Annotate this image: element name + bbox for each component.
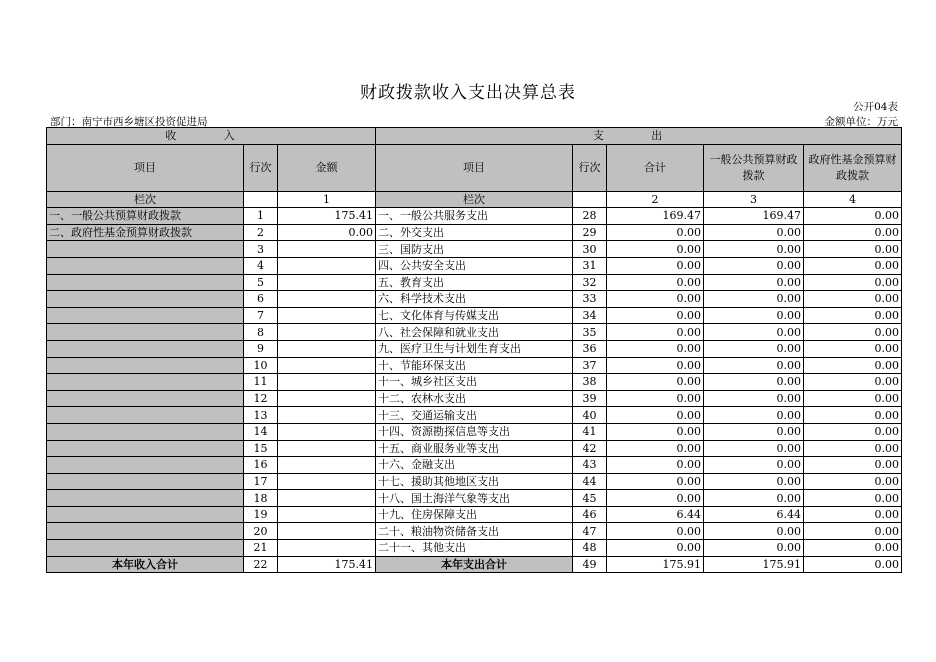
expense-row-no-cell: 43 xyxy=(573,457,607,474)
expense-total-cell: 0.00 xyxy=(607,340,704,357)
expense-item-cell: 十九、住房保障支出 xyxy=(376,506,573,523)
expense-item-cell: 十八、国土海洋气象等支出 xyxy=(376,490,573,507)
expense-item-cell: 十六、金融支出 xyxy=(376,457,573,474)
table-row xyxy=(47,423,902,440)
expense-row-no-cell: 46 xyxy=(573,506,607,523)
header-fund-budget: 政府性基金预算财政拨款 xyxy=(804,144,902,191)
expense-fund-cell: 0.00 xyxy=(804,257,902,274)
income-row-no-cell: 7 xyxy=(244,307,278,324)
expense-row-no-cell: 32 xyxy=(573,274,607,291)
income-amount-cell xyxy=(278,540,376,557)
table-row xyxy=(47,374,902,391)
income-item-cell xyxy=(47,257,244,274)
expense-general-cell: 0.00 xyxy=(704,407,804,424)
table-row xyxy=(47,506,902,523)
expense-total-cell: 0.00 xyxy=(607,241,704,258)
income-item-cell xyxy=(47,390,244,407)
income-row-no-cell: 15 xyxy=(244,440,278,457)
expense-total-cell: 0.00 xyxy=(607,257,704,274)
expense-total-cell: 0.00 xyxy=(607,307,704,324)
expense-total-cell: 0.00 xyxy=(607,473,704,490)
expense-item-cell: 十四、资源勘探信息等支出 xyxy=(376,423,573,440)
expense-general-cell: 0.00 xyxy=(704,457,804,474)
expense-row-no-cell: 34 xyxy=(573,307,607,324)
column-index-income: 1 xyxy=(278,191,376,208)
expense-general-cell: 0.00 xyxy=(704,324,804,341)
expense-fund-cell: 0.00 xyxy=(804,506,902,523)
income-item-cell xyxy=(47,307,244,324)
expense-fund-cell: 0.00 xyxy=(804,307,902,324)
expense-item-cell: 一、一般公共服务支出 xyxy=(376,208,573,225)
expense-item-cell: 九、医疗卫生与计划生育支出 xyxy=(376,340,573,357)
column-index-2: 2 xyxy=(607,191,704,208)
income-total-row-no: 22 xyxy=(244,556,278,573)
expense-row-no-cell: 48 xyxy=(573,540,607,557)
expense-general-cell: 0.00 xyxy=(704,374,804,391)
expense-item-cell: 十三、交通运输支出 xyxy=(376,407,573,424)
table-row xyxy=(47,457,902,474)
expense-total-cell: 0.00 xyxy=(607,523,704,540)
income-section-header: 收 入 xyxy=(47,128,376,145)
income-row-no-cell: 16 xyxy=(244,457,278,474)
expense-general-cell: 0.00 xyxy=(704,224,804,241)
income-row-no-cell: 5 xyxy=(244,274,278,291)
income-row-no-cell: 13 xyxy=(244,407,278,424)
table-row xyxy=(47,224,902,241)
expense-general-cell: 0.00 xyxy=(704,274,804,291)
expense-item-cell: 八、社会保障和就业支出 xyxy=(376,324,573,341)
expense-general-cell: 169.47 xyxy=(704,208,804,225)
expense-total-row-no: 49 xyxy=(573,556,607,573)
income-amount-cell xyxy=(278,307,376,324)
expense-item-cell: 二、外交支出 xyxy=(376,224,573,241)
income-item-cell xyxy=(47,274,244,291)
expense-fund-cell: 0.00 xyxy=(804,241,902,258)
expense-row-no-cell: 29 xyxy=(573,224,607,241)
expense-fund-cell: 0.00 xyxy=(804,490,902,507)
income-amount-cell xyxy=(278,407,376,424)
expense-row-no-cell: 40 xyxy=(573,407,607,424)
income-item-cell xyxy=(47,473,244,490)
table-row xyxy=(47,274,902,291)
table-row xyxy=(47,440,902,457)
income-row-no-cell: 3 xyxy=(244,241,278,258)
income-item-cell xyxy=(47,291,244,308)
income-row-no-cell: 11 xyxy=(244,374,278,391)
expense-total-cell: 6.44 xyxy=(607,506,704,523)
expense-fund-cell: 0.00 xyxy=(804,374,902,391)
expense-row-no-cell: 35 xyxy=(573,324,607,341)
income-item-cell xyxy=(47,440,244,457)
expense-row-no-cell: 36 xyxy=(573,340,607,357)
income-item-cell xyxy=(47,407,244,424)
income-amount-cell xyxy=(278,340,376,357)
expense-total-cell: 0.00 xyxy=(607,490,704,507)
expense-row-no-cell: 28 xyxy=(573,208,607,225)
income-item-cell xyxy=(47,324,244,341)
income-row-no-cell: 12 xyxy=(244,390,278,407)
expense-general-cell: 0.00 xyxy=(704,473,804,490)
table-row xyxy=(47,473,902,490)
expense-row-no-cell: 33 xyxy=(573,291,607,308)
expense-fund-cell: 0.00 xyxy=(804,523,902,540)
expense-fund-cell: 0.00 xyxy=(804,407,902,424)
expense-total-cell: 0.00 xyxy=(607,291,704,308)
expense-item-cell: 三、国防支出 xyxy=(376,241,573,258)
expense-item-cell: 十二、农林水支出 xyxy=(376,390,573,407)
expense-fund-cell: 0.00 xyxy=(804,357,902,374)
income-row-no-cell: 19 xyxy=(244,506,278,523)
column-index-3: 3 xyxy=(704,191,804,208)
income-amount-cell xyxy=(278,374,376,391)
expense-general-cell: 0.00 xyxy=(704,340,804,357)
expense-row-no-cell: 47 xyxy=(573,523,607,540)
column-index-label: 栏次 xyxy=(47,191,244,208)
expense-row-no-cell: 31 xyxy=(573,257,607,274)
expense-row-no-cell: 39 xyxy=(573,390,607,407)
income-row-no-cell: 8 xyxy=(244,324,278,341)
expense-fund-cell: 0.00 xyxy=(804,440,902,457)
expense-total-fund: 0.00 xyxy=(804,556,902,573)
expense-total-cell: 169.47 xyxy=(607,208,704,225)
expense-general-cell: 0.00 xyxy=(704,490,804,507)
expense-total-cell: 0.00 xyxy=(607,440,704,457)
expense-fund-cell: 0.00 xyxy=(804,274,902,291)
expense-row-no-cell: 37 xyxy=(573,357,607,374)
income-item-cell xyxy=(47,523,244,540)
income-amount-cell xyxy=(278,241,376,258)
expense-fund-cell: 0.00 xyxy=(804,340,902,357)
expense-item-cell: 十一、城乡社区支出 xyxy=(376,374,573,391)
expense-general-cell: 0.00 xyxy=(704,540,804,557)
header-income-amount: 金额 xyxy=(278,144,376,191)
expense-fund-cell: 0.00 xyxy=(804,473,902,490)
expense-fund-cell: 0.00 xyxy=(804,540,902,557)
income-item-cell xyxy=(47,374,244,391)
income-row-no-cell: 9 xyxy=(244,340,278,357)
expense-fund-cell: 0.00 xyxy=(804,291,902,308)
expense-total-cell: 0.00 xyxy=(607,423,704,440)
income-amount-cell xyxy=(278,291,376,308)
income-row-no-cell: 10 xyxy=(244,357,278,374)
expense-total-cell: 0.00 xyxy=(607,390,704,407)
income-item-cell xyxy=(47,540,244,557)
table-row xyxy=(47,291,902,308)
income-item-cell: 一、一般公共预算财政拨款 xyxy=(47,208,244,225)
expense-total-cell: 0.00 xyxy=(607,407,704,424)
expense-row-no-cell: 41 xyxy=(573,423,607,440)
expense-item-cell: 二十一、其他支出 xyxy=(376,540,573,557)
income-amount-cell xyxy=(278,257,376,274)
table-row xyxy=(47,390,902,407)
income-item-cell: 二、政府性基金预算财政拨款 xyxy=(47,224,244,241)
form-number: 公开04表 xyxy=(853,101,898,113)
table-row xyxy=(47,523,902,540)
report-title: 财政拨款收入支出决算总表 xyxy=(360,83,576,103)
income-item-cell xyxy=(47,457,244,474)
income-item-cell xyxy=(47,340,244,357)
column-index-label-2: 栏次 xyxy=(376,191,573,208)
income-amount-cell xyxy=(278,324,376,341)
income-amount-cell: 0.00 xyxy=(278,224,376,241)
table-row xyxy=(47,407,902,424)
income-item-cell xyxy=(47,241,244,258)
table-row xyxy=(47,208,902,225)
income-row-no-cell: 2 xyxy=(244,224,278,241)
table-row xyxy=(47,490,902,507)
income-row-no-cell: 18 xyxy=(244,490,278,507)
income-item-cell xyxy=(47,423,244,440)
expense-item-cell: 十、节能环保支出 xyxy=(376,357,573,374)
table-row xyxy=(47,257,902,274)
expense-fund-cell: 0.00 xyxy=(804,390,902,407)
header-income-item: 项目 xyxy=(47,144,244,191)
expense-general-cell: 0.00 xyxy=(704,357,804,374)
expense-row-no-cell: 42 xyxy=(573,440,607,457)
expense-item-cell: 二十、粮油物资储备支出 xyxy=(376,523,573,540)
budget-summary-table xyxy=(46,127,902,573)
expense-total-cell: 0.00 xyxy=(607,224,704,241)
unit-label: 金额单位：万元 xyxy=(824,116,898,128)
table-row xyxy=(47,324,902,341)
expense-general-cell: 0.00 xyxy=(704,257,804,274)
income-amount-cell xyxy=(278,357,376,374)
header-total: 合计 xyxy=(607,144,704,191)
expense-row-no-cell: 45 xyxy=(573,490,607,507)
expense-row-no-cell: 44 xyxy=(573,473,607,490)
expense-item-cell: 六、科学技术支出 xyxy=(376,291,573,308)
table-row xyxy=(47,340,902,357)
header-general-budget: 一般公共预算财政拨款 xyxy=(704,144,804,191)
table-row xyxy=(47,357,902,374)
income-row-no-cell: 20 xyxy=(244,523,278,540)
expense-total-amount: 175.91 xyxy=(607,556,704,573)
expense-total-general: 175.91 xyxy=(704,556,804,573)
header-expense-row-no: 行次 xyxy=(573,144,607,191)
income-total-label: 本年收入合计 xyxy=(47,556,244,573)
expense-general-cell: 0.00 xyxy=(704,291,804,308)
expense-general-cell: 0.00 xyxy=(704,307,804,324)
column-index-cell-2 xyxy=(573,191,607,208)
header-expense-item: 项目 xyxy=(376,144,573,191)
expense-section-header: 支 出 xyxy=(376,128,902,145)
expense-general-cell: 6.44 xyxy=(704,506,804,523)
expense-total-cell: 0.00 xyxy=(607,374,704,391)
expense-general-cell: 0.00 xyxy=(704,523,804,540)
expense-fund-cell: 0.00 xyxy=(804,423,902,440)
expense-fund-cell: 0.00 xyxy=(804,457,902,474)
income-row-no-cell: 6 xyxy=(244,291,278,308)
expense-fund-cell: 0.00 xyxy=(804,324,902,341)
expense-item-cell: 五、教育支出 xyxy=(376,274,573,291)
expense-total-cell: 0.00 xyxy=(607,324,704,341)
expense-item-cell: 十五、商业服务业等支出 xyxy=(376,440,573,457)
header-income-row-no: 行次 xyxy=(244,144,278,191)
income-amount-cell xyxy=(278,473,376,490)
income-item-cell xyxy=(47,357,244,374)
income-item-cell xyxy=(47,506,244,523)
expense-item-cell: 四、公共安全支出 xyxy=(376,257,573,274)
income-amount-cell xyxy=(278,423,376,440)
expense-total-cell: 0.00 xyxy=(607,357,704,374)
expense-general-cell: 0.00 xyxy=(704,440,804,457)
expense-general-cell: 0.00 xyxy=(704,241,804,258)
expense-general-cell: 0.00 xyxy=(704,423,804,440)
income-item-cell xyxy=(47,490,244,507)
column-index-4: 4 xyxy=(804,191,902,208)
income-amount-cell xyxy=(278,523,376,540)
expense-total-cell: 0.00 xyxy=(607,274,704,291)
table-row xyxy=(47,307,902,324)
expense-item-cell: 七、文化体育与传媒支出 xyxy=(376,307,573,324)
expense-total-label: 本年支出合计 xyxy=(376,556,573,573)
expense-general-cell: 0.00 xyxy=(704,390,804,407)
income-amount-cell xyxy=(278,390,376,407)
expense-row-no-cell: 30 xyxy=(573,241,607,258)
income-row-no-cell: 4 xyxy=(244,257,278,274)
column-index-cell xyxy=(244,191,278,208)
expense-row-no-cell: 38 xyxy=(573,374,607,391)
income-row-no-cell: 17 xyxy=(244,473,278,490)
expense-total-cell: 0.00 xyxy=(607,540,704,557)
income-row-no-cell: 14 xyxy=(244,423,278,440)
expense-total-cell: 0.00 xyxy=(607,457,704,474)
expense-fund-cell: 0.00 xyxy=(804,224,902,241)
income-row-no-cell: 1 xyxy=(244,208,278,225)
income-total-amount: 175.41 xyxy=(278,556,376,573)
table-row xyxy=(47,540,902,557)
expense-item-cell: 十七、援助其他地区支出 xyxy=(376,473,573,490)
department-label: 部门：南宁市西乡塘区投资促进局 xyxy=(50,116,208,128)
expense-fund-cell: 0.00 xyxy=(804,208,902,225)
income-amount-cell xyxy=(278,506,376,523)
income-row-no-cell: 21 xyxy=(244,540,278,557)
income-amount-cell xyxy=(278,440,376,457)
income-amount-cell xyxy=(278,490,376,507)
income-amount-cell xyxy=(278,274,376,291)
table-row xyxy=(47,241,902,258)
income-amount-cell xyxy=(278,457,376,474)
income-amount-cell: 175.41 xyxy=(278,208,376,225)
